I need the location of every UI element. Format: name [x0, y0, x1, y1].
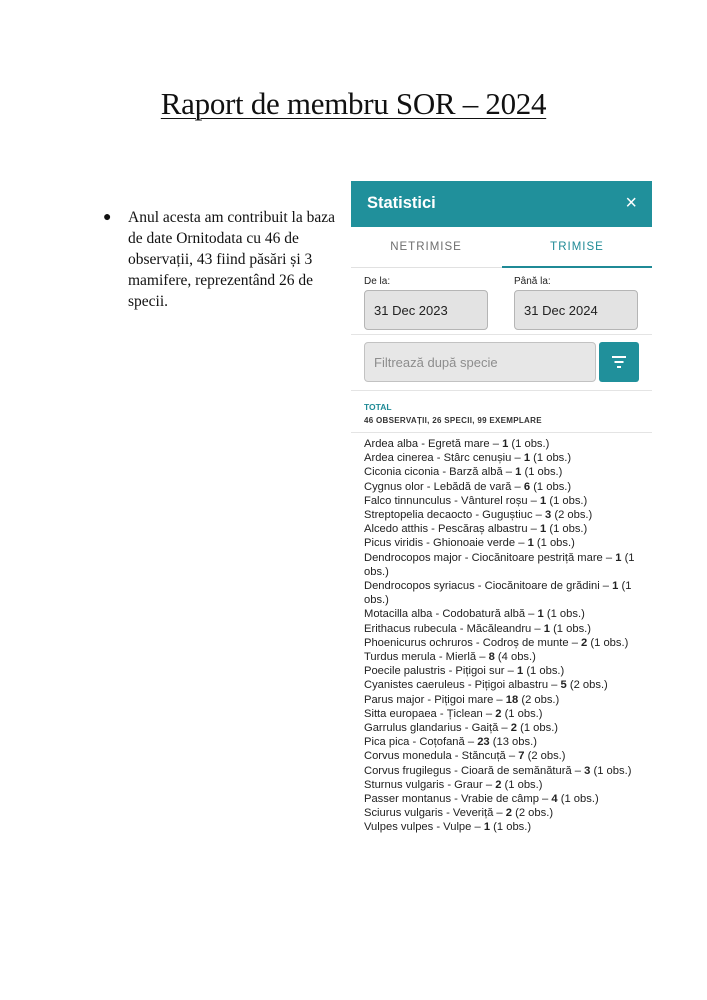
species-obs: (1 obs.) [364, 580, 632, 607]
species-row [364, 494, 644, 508]
species-count: 1 [516, 665, 524, 678]
species-row [364, 465, 644, 479]
tab-netrimise[interactable]: NETRIMISE [390, 241, 462, 253]
species-name: Poecile palustris - Pițigoi sur [364, 665, 505, 678]
species-separator: – [568, 636, 582, 649]
species-obs: (1 obs.) [543, 608, 585, 621]
species-count: 1 [540, 523, 547, 536]
species-separator: – [602, 551, 616, 564]
species-count: 23 [477, 736, 490, 749]
species-count: 6 [523, 480, 531, 493]
species-name: Parus major - Pițigoi mare [364, 693, 494, 706]
species-name: Ciconia ciconia - Barză albă [364, 466, 503, 479]
species-obs: (1 obs.) [557, 793, 599, 806]
species-count: 7 [518, 750, 525, 763]
bullet-icon: ● [103, 210, 112, 225]
species-separator: – [525, 608, 538, 621]
species-obs: (2 obs.) [551, 509, 593, 522]
species-count: 3 [584, 764, 591, 777]
species-row [364, 437, 644, 451]
species-name: Pica pica - Coțofană [364, 736, 465, 749]
species-name: Cyanistes caeruleus - Pițigoi albastru [364, 679, 549, 692]
species-name: Garrulus glandarius - Gaiță [364, 722, 499, 735]
species-count: 2 [581, 636, 588, 649]
species-count: 1 [483, 821, 491, 834]
species-count: 2 [510, 722, 517, 735]
species-separator: – [476, 651, 489, 664]
divider [351, 334, 652, 335]
species-obs: (1 obs.) [530, 480, 572, 493]
species-row [364, 551, 644, 579]
to-date-field[interactable]: 31 Dec 2024 [514, 290, 638, 330]
species-count: 5 [560, 679, 567, 692]
species-separator: – [538, 793, 552, 806]
species-obs: (1 obs.) [523, 665, 565, 678]
species-count: 1 [543, 622, 550, 635]
tab-trimise[interactable]: TRIMISE [550, 241, 604, 253]
species-name: Passer montanus - Vrabie de câmp [364, 793, 539, 806]
species-row [364, 693, 644, 707]
species-separator: – [531, 622, 544, 635]
species-obs: (1 obs.) [546, 523, 588, 536]
species-obs: (1 obs.) [587, 636, 629, 649]
species-row [364, 792, 644, 806]
species-separator: – [493, 693, 506, 706]
species-count: 2 [505, 807, 513, 820]
species-separator: – [482, 707, 496, 720]
species-row [364, 749, 644, 763]
species-row [364, 806, 644, 820]
species-row [364, 536, 644, 550]
species-name: Ardea alba - Egretă mare [364, 438, 490, 450]
species-row [364, 579, 644, 607]
species-count: 1 [502, 438, 509, 450]
species-count: 1 [540, 494, 547, 507]
species-name: Vulpes vulpes - Vulpe [364, 821, 472, 834]
species-obs: (1 obs.) [590, 764, 632, 777]
species-row [364, 508, 644, 522]
species-obs: (1 obs.) [521, 466, 563, 479]
species-count: 1 [612, 580, 619, 593]
species-filter-input[interactable]: Filtrează după specie [364, 342, 596, 382]
species-name: Dendrocopos syriacus - Ciocănitoare de grădini [364, 580, 600, 593]
species-list [364, 437, 644, 835]
page-title: Raport de membru SOR – 2024 [160, 86, 547, 121]
species-name: Cygnus olor - Lebădă de vară [364, 480, 512, 493]
divider [351, 432, 652, 433]
species-count: 1 [615, 551, 622, 564]
species-obs: (2 obs.) [524, 750, 566, 763]
species-obs: (1 obs.) [533, 537, 575, 550]
species-separator: – [489, 438, 503, 450]
species-obs: (2 obs.) [512, 807, 554, 820]
species-count: 8 [488, 651, 495, 664]
bullet-text: Anul acesta am contribuit la baza de date Ornitodata cu 46 de observații, 43 fiind păsări și 3 mamifere, reprezentând 26 de specii. [128, 209, 336, 310]
species-count: 1 [523, 452, 531, 465]
species-row [364, 735, 644, 749]
close-icon[interactable]: × [625, 192, 637, 214]
species-row [364, 451, 644, 465]
species-separator: – [527, 523, 540, 536]
species-row [364, 778, 644, 792]
species-obs: (4 obs.) [494, 651, 536, 664]
species-row [364, 820, 644, 834]
panel-header [351, 181, 652, 227]
species-name: Picus viridis - Ghionoaie verde [364, 537, 516, 550]
from-date-label: De la: [364, 276, 391, 287]
species-name: Dendrocopos major - Ciocănitoare pestriță mare [364, 551, 603, 564]
species-row [364, 636, 644, 650]
species-row [364, 721, 644, 735]
species-separator: – [493, 807, 506, 820]
species-obs: (1 obs.) [501, 778, 543, 791]
active-tab-indicator [502, 266, 652, 268]
species-count: 2 [495, 707, 502, 720]
species-name: Streptopelia decaocto - Guguștiuc [364, 509, 533, 522]
species-separator: – [515, 537, 528, 550]
species-name: Alcedo atthis - Pescăraș albastru [364, 523, 528, 536]
species-count: 4 [551, 793, 558, 806]
from-date-field[interactable]: 31 Dec 2023 [364, 290, 488, 330]
species-count: 3 [545, 509, 552, 522]
species-row [364, 650, 644, 664]
species-separator: – [482, 778, 496, 791]
species-name: Sciurus vulgaris - Veveriță [364, 807, 494, 820]
species-separator: – [548, 679, 561, 692]
species-separator: – [532, 509, 545, 522]
filter-icon [612, 356, 626, 368]
species-name: Turdus merula - Mierlă [364, 651, 477, 664]
species-obs: (1 obs.) [517, 722, 559, 735]
species-count: 18 [505, 693, 519, 706]
species-separator: – [504, 665, 517, 678]
species-obs: (1 obs.) [364, 551, 635, 578]
species-obs: (1 obs.) [490, 821, 532, 834]
species-name: Corvus monedula - Stăncuță [364, 750, 506, 763]
to-date-label: Până la: [514, 276, 551, 287]
species-separator: – [511, 452, 524, 465]
species-separator: – [498, 722, 511, 735]
species-name: Sitta europaea - Țiclean [364, 707, 483, 720]
species-count: 2 [495, 778, 502, 791]
species-row [364, 764, 644, 778]
species-separator: – [471, 821, 484, 834]
species-name: Phoenicurus ochruros - Codroș de munte [364, 636, 569, 649]
tab-bar [351, 227, 652, 268]
species-name: Falco tinnunculus - Vânturel roșu [364, 494, 528, 507]
panel-title: Statistici [367, 194, 436, 212]
species-row [364, 607, 644, 621]
total-label: TOTAL [364, 402, 392, 412]
species-separator: – [464, 736, 478, 749]
species-separator: – [599, 580, 613, 593]
species-obs: (1 obs.) [508, 438, 550, 450]
statistics-panel [351, 181, 652, 880]
species-row [364, 664, 644, 678]
species-obs: (13 obs.) [489, 736, 537, 749]
species-name: Corvus frugilegus - Cioară de semănătură [364, 764, 572, 777]
species-obs: (1 obs.) [546, 494, 588, 507]
species-name: Ardea cinerea - Stârc cenușiu [364, 452, 512, 465]
species-name: Motacilla alba - Codobatură albă [364, 608, 526, 621]
species-count: 1 [537, 608, 544, 621]
species-obs: (1 obs.) [549, 622, 592, 635]
divider [351, 390, 652, 391]
species-row [364, 707, 644, 721]
species-obs: (2 obs.) [518, 693, 560, 706]
species-row [364, 480, 644, 494]
total-summary: 46 OBSERVAȚII, 26 SPECII, 99 EXEMPLARE [364, 416, 542, 425]
species-name: Erithacus rubecula - Măcăleandru [364, 622, 532, 635]
species-separator: – [505, 750, 519, 763]
species-row [364, 678, 644, 692]
species-obs: (1 obs.) [501, 707, 543, 720]
species-separator: – [502, 466, 516, 479]
species-count: 1 [527, 537, 534, 550]
bullet-paragraph [103, 207, 343, 312]
species-row [364, 522, 644, 536]
species-row [364, 622, 644, 636]
filter-button[interactable] [599, 342, 639, 382]
species-separator: – [571, 764, 585, 777]
species-count: 1 [515, 466, 522, 479]
species-separator: – [511, 480, 524, 493]
species-separator: – [527, 494, 540, 507]
species-obs: (2 obs.) [566, 679, 608, 692]
species-obs: (1 obs.) [530, 452, 572, 465]
species-name: Sturnus vulgaris - Graur [364, 778, 483, 791]
